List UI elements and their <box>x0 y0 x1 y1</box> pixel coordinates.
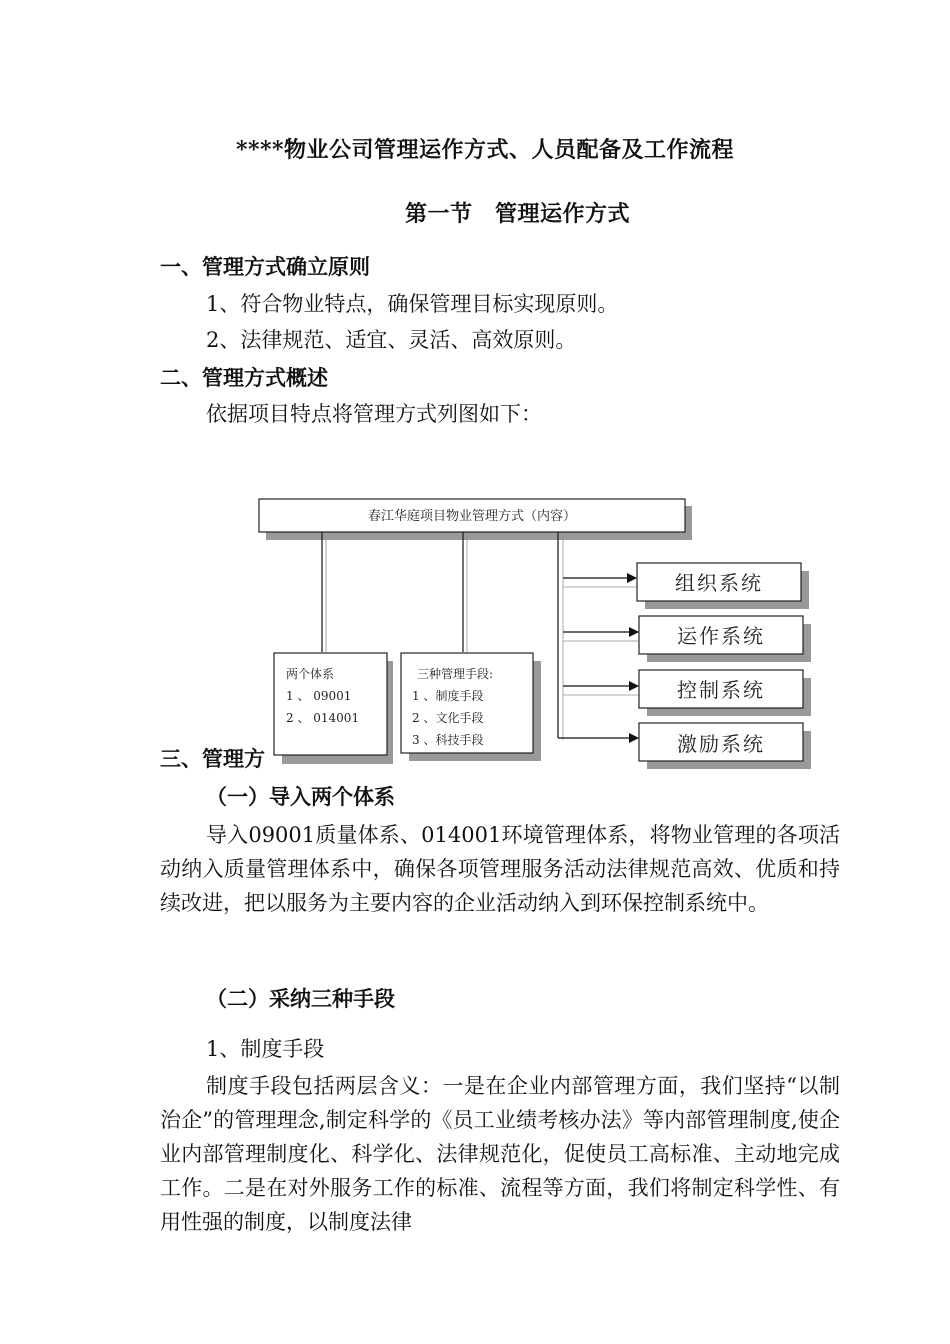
section1-heading: 一、管理方式确立原则 <box>160 254 370 279</box>
means-item-2: 2 、文化手段 <box>412 711 484 725</box>
section2-heading: 二、管理方式概述 <box>160 365 328 390</box>
arrows <box>558 578 638 738</box>
subsection1-paragraph: 导入09001质量体系、014001环境管理体系，将物业管理的各项活动纳入质量管理体系中，确保各项管理服务活动法律规范高效、优质和持续改进，把以服务为主要内容的企业活动纳入到环保控制系统中。 <box>160 823 840 915</box>
output-box-4 <box>639 723 811 769</box>
means-item-3: 3 、科技手段 <box>412 733 484 747</box>
subsection1-heading: （一）导入两个体系 <box>206 784 395 809</box>
subsection2-paragraph: 制度手段包括两层含义：一是在企业内部管理方面，我们坚持“以制治企”的管理理念,制定科学的《员工业绩考核办法》等内部管理制度,使企业内部管理制度化、科学化、法律规范化，促使员工高标准、主动地完成工作。二是在对外服务工作的标准、流程等方面，我们将制定科学性、有用性强的制度，以制度法律 <box>160 1074 840 1234</box>
section1-item2: 2、法律规范、适宜、灵活、高效原则。 <box>206 328 577 352</box>
top-box <box>259 499 692 540</box>
output-box-2 <box>639 616 811 662</box>
means-item-1: 1 、制度手段 <box>412 689 484 703</box>
section3-heading: 三、管理方 <box>160 746 265 771</box>
means1-heading: 1、制度手段 <box>206 1037 325 1061</box>
section-title: 第一节 管理运作方式 <box>405 201 631 227</box>
output-box-1 <box>637 563 809 609</box>
means-box <box>401 653 541 761</box>
output-label-1: 组织系统 <box>675 571 763 595</box>
section2-intro: 依据项目特点将管理方式列图如下： <box>206 402 542 426</box>
document-title: ****物业公司管理运作方式、人员配备及工作流程 <box>236 137 735 163</box>
subsection2-heading: （二）采纳三种手段 <box>206 986 395 1011</box>
output-label-4: 激励系统 <box>677 732 765 756</box>
means-title: 三种管理手段: <box>417 667 494 681</box>
systems-item-1: 1 、 09001 <box>286 689 352 703</box>
output-label-3: 控制系统 <box>677 678 765 702</box>
output-box-3 <box>639 670 811 716</box>
top-box-label: 春江华庭项目物业管理方式（内容） <box>367 509 577 524</box>
systems-title: 两个体系 <box>286 667 335 681</box>
section1-item1: 1、符合物业特点，确保管理目标实现原则。 <box>206 292 619 316</box>
output-label-2: 运作系统 <box>677 624 765 648</box>
systems-box <box>274 653 393 764</box>
systems-item-2: 2 、 014001 <box>286 711 360 725</box>
